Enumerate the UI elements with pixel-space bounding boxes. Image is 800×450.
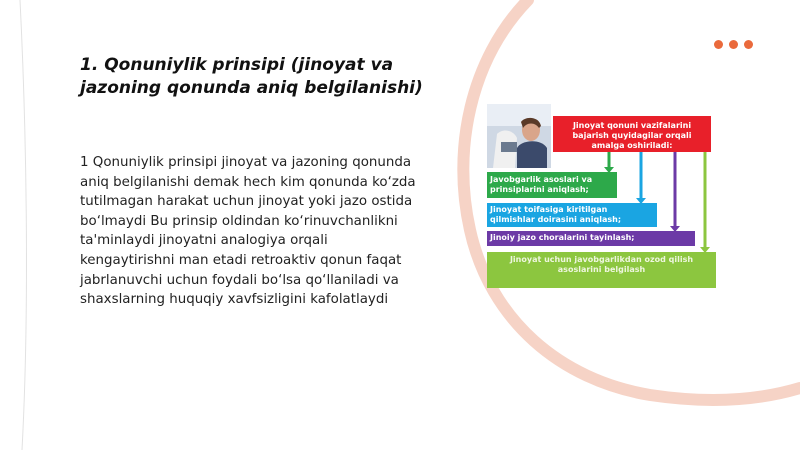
dot [714, 40, 723, 49]
diagram-item-2: Jinoyat toifasiga kiritilgan qilmishlar doirasini aniqlash; [487, 203, 657, 227]
dot [729, 40, 738, 49]
three-dots-icon [714, 40, 753, 49]
slide-title: 1. Qonuniylik prinsipi (jinoyat va jazoning qonunda aniq belgilanishi) [80, 55, 423, 98]
diagram-item-4: Jinoyat uchun javobgarlikdan ozod qilish asoslarini belgilash [487, 252, 716, 288]
slide-body-text: 1 Qonuniylik prinsipi jinoyat va jazoning qonunda aniq belgilanishi demak hech kim qonunda ko‘zda tutilmagan harakat uchun jinoyat yoki jazo ostida bo‘lmaydi Bu prinsip oldindan ko‘rinuvchanlikni ta'minlaydi jinoyatni analogiya orqali kengaytirishni man etadi retroaktiv qonun faqat jabrlanuvchi uchun foydali bo‘lsa qo‘llaniladi va shaxslarning huquqiy xavfsizligini kafolatlaydi [80, 155, 416, 308]
diagram-item-1: Javobgarlik asoslari va prinsiplarini aniqlash; [487, 172, 617, 198]
process-diagram [487, 104, 719, 288]
diagram-item-3: Jinoiy jazo choralarini tayinlash; [487, 231, 695, 246]
dot [744, 40, 753, 49]
diagram-top-box: Jinoyat qonuni vazifalarini bajarish quyidagilar orqali amalga oshiriladi: [553, 116, 711, 152]
